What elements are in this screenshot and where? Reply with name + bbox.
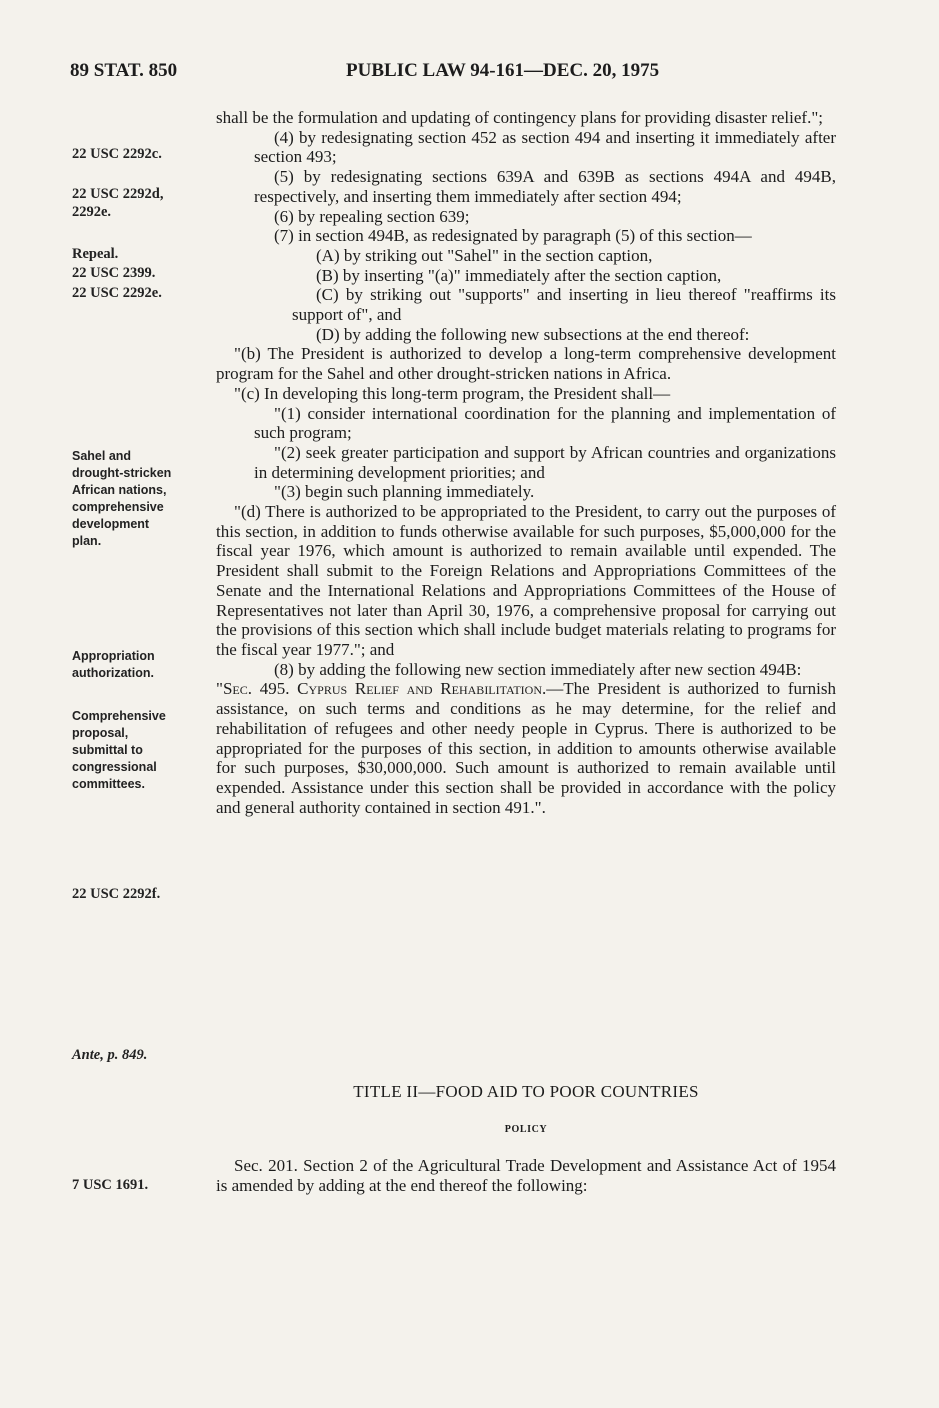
paragraph-5: (5) by redesignating sections 639A and 639B as sections 494A and 494B, respectively, and inserting them immediately after section 494; — [254, 167, 836, 206]
margin-note-usc-2399: 22 USC 2399. — [72, 265, 156, 281]
margin-note-usc-2292d: 22 USC 2292d, — [72, 186, 164, 202]
margin-note-usc-2292e: 22 USC 2292e. — [72, 285, 162, 301]
margin-note-usc-1691: 7 USC 1691. — [72, 1177, 149, 1193]
subparagraph-c: (C) by striking out "supports" and inserting in lieu thereof "reaffirms its support of", and — [292, 285, 836, 325]
margin-note-line: submittal to — [72, 743, 143, 757]
paragraph-6: (6) by repealing section 639; — [274, 206, 470, 226]
paragraph-7: (7) in section 494B, as redesignated by paragraph (5) of this section— — [274, 226, 752, 246]
page-header — [70, 60, 840, 84]
margin-note-line: proposal, — [72, 726, 129, 740]
public-law-heading: PUBLIC LAW 94-161—DEC. 20, 1975 — [346, 60, 660, 81]
margin-note-appropriation — [72, 648, 197, 682]
paragraph: shall be the formulation and updating of contingency plans for providing disaster relief."; — [216, 108, 823, 127]
margin-note-line: African nations, — [72, 483, 167, 497]
section-495-heading: "Sec. 495. Cyprus Relief and Rehabilitation. — [216, 679, 547, 699]
policy-heading: POLICY — [504, 1124, 548, 1135]
subsection-c: "(c) In developing this long-term program, the President shall— — [234, 383, 671, 403]
clause-3: "(3) begin such planning immediately. — [274, 482, 535, 502]
margin-note-line: Appropriation — [72, 649, 155, 663]
paragraph-8: (8) by adding the following new section immediately after new section 494B: — [274, 659, 802, 679]
section-201 — [216, 1156, 836, 1195]
subparagraph-d: (D) by adding the following new subsections at the end thereof: — [316, 324, 750, 344]
subsection-d: "(d) There is authorized to be appropriated to the President, to carry out the purposes of this section, in addition to funds otherwise available for such purposes, $5,000,000 for the fiscal year 1976, which amount is authorized to remain available until expended. The President shall submit to the Foreign Relations and Appropriations Committees of the Senate and the International Relations and Appropriations Committees of the House of Representatives not later than April 30, 1976, a comprehensive proposal for carrying out the provisions of this section which shall include budget materials relating to programs for the fiscal year 1977."; and — [216, 502, 836, 659]
paragraph-4: (4) by redesignating section 452 as section 494 and inserting it immediately after section 493; — [254, 127, 836, 167]
section-201-text: Sec. 201. Section 2 of the Agricultural Trade Development and Assistance Act of 1954 is amended by adding at the end thereof the following: — [216, 1156, 836, 1195]
margin-note-line: Comprehensive — [72, 709, 166, 723]
margin-note-comprehensive-proposal — [72, 708, 197, 793]
margin-note-usc-2292f: 22 USC 2292f. — [72, 886, 161, 902]
margin-note-line: comprehensive — [72, 500, 164, 514]
section-495-text: —The President is authorized to furnish assistance, on such terms and conditions as he may determine, for the relief and rehabilitation of refugees and other needy people in Cyprus. There is authorized to be appropriated for the purposes of this section, in addition to amounts otherwise available for such purposes, $30,000,000. Such amount is authorized to remain available until expended. Assistance under this section shall be provided in accordance with the policy and general authority contained in section 491.". — [216, 679, 836, 817]
main-text — [216, 108, 836, 817]
title-ii-heading: TITLE II—FOOD AID TO POOR COUNTRIES — [353, 1082, 699, 1101]
statute-citation: 89 STAT. 850 — [70, 60, 178, 81]
subparagraph-a: (A) by striking out "Sahel" in the section caption, — [316, 245, 653, 265]
margin-note-line: development — [72, 517, 150, 531]
margin-note-line: plan. — [72, 534, 102, 548]
clause-1: "(1) consider international coordination for the planning and implementation of such program; — [254, 403, 836, 443]
margin-note-line: congressional — [72, 760, 157, 774]
margin-note-usc-2292c: 22 USC 2292c. — [72, 146, 162, 162]
margin-note-usc-2292e-cont: 2292e. — [72, 204, 112, 220]
margin-note-ante: Ante, p. 849. — [72, 1047, 148, 1063]
subsection-b: "(b) The President is authorized to develop a long-term comprehensive development program for the Sahel and other drought-stricken nations in Africa. — [216, 344, 836, 384]
subparagraph-b: (B) by inserting "(a)" immediately after the section caption, — [316, 265, 722, 285]
margin-note-line: Sahel and — [72, 449, 132, 463]
margin-note-repeal: Repeal. — [72, 246, 119, 262]
margin-note-line: committees. — [72, 777, 145, 791]
margin-note-sahel — [72, 448, 197, 550]
margin-note-line: authorization. — [72, 666, 154, 680]
margin-note-line: drought-stricken — [72, 466, 172, 480]
clause-2: "(2) seek greater participation and support by African countries and organizations in determining development priorities; and — [254, 442, 836, 482]
section-495 — [216, 679, 836, 817]
